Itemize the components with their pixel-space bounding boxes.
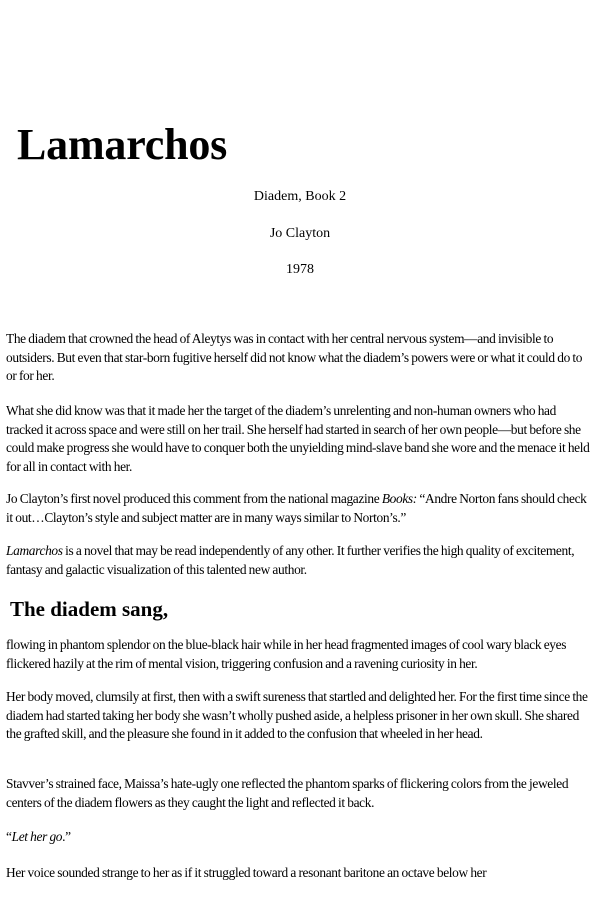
book-title-italic: Lamarchos [6,543,63,558]
blurb-paragraph-2: What she did know was that it made her the target of the diadem’s unrelenting and non-human owners who had tracked it across space and were still on her trail. She herself had started in search of her own people—but before she could make progress she would have to conquer both the unyielding mind-slave band she wore and the menace it held for all in contact with her. [6,403,590,474]
chapter-heading: The diadem sang, [10,597,169,621]
chapter-paragraph-5: Her voice sounded strange to her as if it struggled toward a resonant baritone an octave below her [6,865,487,880]
blurb-p3-quote: “Andre Norton fans should check it out…Clayton’s style and subject matter are in many ways similar to Norton’s.” [6,491,587,525]
blurb-p3-text-start: Jo Clayton’s first novel produced this comment from the national magazine [6,491,382,506]
blurb-paragraph-3 [6,490,594,527]
chapter-paragraph-2: Her body moved, clumsily at first, then with a swift sureness that startled and delighted her. For the first time since the diadem had started taking her body she wasn’t wholly pushed aside, a helpless prisoner in her own skull. She shared the grafted skill, and the pleasure she found in it added to the confusion that wheeled in her head. [6,689,588,741]
blurb-paragraph-1: The diadem that crowned the head of Aleytys was in contact with her central nervous system—and invisible to outsiders. But even that star-born fugitive herself did not know what the diadem’s powers were or what it could do to or for her. [6,331,583,383]
quote-open: “ [6,829,12,844]
blurb-paragraph-4 [6,542,594,579]
book-title: Lamarchos [17,120,228,169]
blurb-p4-text: is a novel that may be read independently of any other. It further verifies the high quality of excitement, fantasy and galactic visualization of this talented new author. [6,543,575,577]
dialogue-italic: Let her go [11,829,63,844]
author-line: Jo Clayton [269,226,331,241]
quote-close: .” [62,829,71,844]
year-line: 1978 [286,262,314,277]
series-line: Diadem, Book 2 [253,189,347,204]
magazine-name: Books: [381,491,417,506]
chapter-paragraph-3: Stavver’s strained face, Maissa’s hate-ugly one reflected the phantom sparks of flickering colors from the jeweled centers of the diadem flowers as they caught the light and reflected it back. [6,776,569,810]
chapter-paragraph-4 [6,828,594,847]
chapter-paragraph-1: flowing in phantom splendor on the blue-black hair while in her head fragmented images of cool wary black eyes flickered hazily at the rim of mental vision, triggering confusion and a ravening curiosity in her. [6,637,567,671]
